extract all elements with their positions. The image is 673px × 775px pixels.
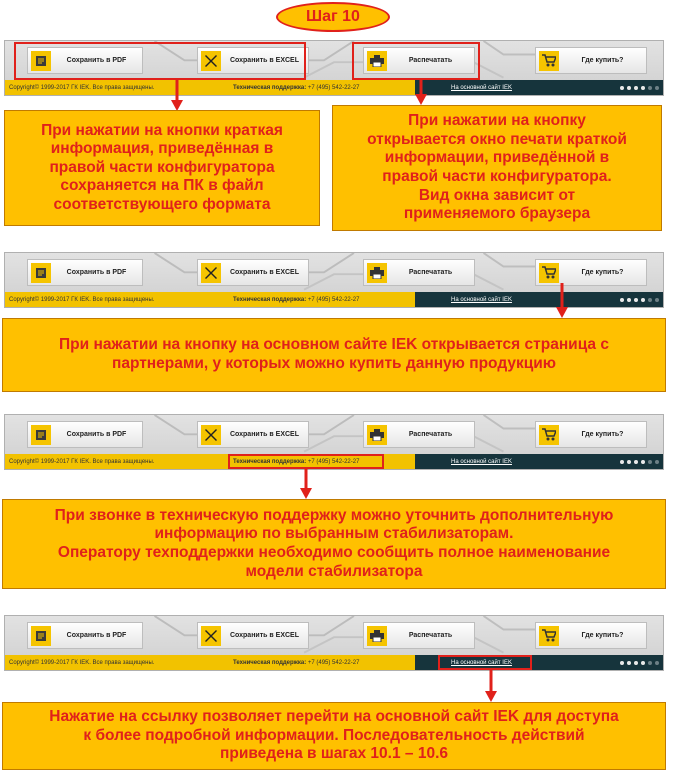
document-icon <box>31 263 51 283</box>
where-to-buy-label: Где купить? <box>581 431 624 438</box>
where-to-buy-label: Где купить? <box>581 57 624 64</box>
arrow-down-icon <box>414 78 428 106</box>
support-label: Техническая поддержка: <box>233 660 307 666</box>
pager-dot[interactable] <box>620 460 624 464</box>
note-where-to-buy: При нажатии на кнопку на основном сайте IEK открывается страница с партнерами, у которых можно купить данную продукцию <box>2 318 666 392</box>
footer-copyright-bar <box>5 80 415 96</box>
pager-dot[interactable] <box>641 661 645 665</box>
support-phone: +7 (495) 542-22-27 <box>307 85 360 91</box>
support-info[interactable] <box>233 85 359 91</box>
pager-dot[interactable] <box>648 460 652 464</box>
note-save-files: При нажатии на кнопки краткая информация, приведённая в правой части конфигуратора сохраняется на ПК в файл соответствующего формата <box>4 110 320 226</box>
save-pdf-button[interactable] <box>27 622 143 649</box>
document-icon <box>31 425 51 445</box>
cart-icon <box>539 425 559 445</box>
save-excel-label: Сохранить в EXCEL <box>229 431 299 438</box>
pager-dot[interactable] <box>655 86 659 90</box>
pager-dot[interactable] <box>634 661 638 665</box>
pager-dot[interactable] <box>627 460 631 464</box>
pager-dots <box>620 298 659 302</box>
save-excel-label: Сохранить в EXCEL <box>229 57 299 64</box>
pager-dot[interactable] <box>634 460 638 464</box>
pager-dot[interactable] <box>627 86 631 90</box>
pager-dot[interactable] <box>620 86 624 90</box>
support-label: Техническая поддержка: <box>233 459 307 465</box>
pager-dot[interactable] <box>627 298 631 302</box>
pager-dot[interactable] <box>641 86 645 90</box>
save-excel-button[interactable] <box>197 622 309 649</box>
note-print: При нажатии на кнопку открывается окно печати краткой информации, приведённой в правой части конфигуратора. Вид окна зависит от применяемого браузера <box>332 105 662 231</box>
footer-dark-bar <box>415 292 664 308</box>
support-phone: +7 (495) 542-22-27 <box>307 459 360 465</box>
footer-copyright-bar <box>5 292 415 308</box>
note-main-site: Нажатие на ссылку позволяет перейти на основной сайт IEK для доступа к более подробной информации. Последовательность действий приведена в шагах 10.1 – 10.6 <box>2 702 666 770</box>
save-pdf-button[interactable] <box>27 421 143 448</box>
save-pdf-label: Сохранить в PDF <box>66 57 127 64</box>
where-to-buy-button[interactable] <box>535 622 647 649</box>
copyright-text: Copyright© 1999-2017 ГК IEK. Все права защищены. <box>9 660 155 666</box>
configurator-toolbar <box>4 615 664 671</box>
save-excel-button[interactable] <box>197 259 309 286</box>
where-to-buy-label: Где купить? <box>581 269 624 276</box>
document-icon <box>31 626 51 646</box>
support-phone: +7 (495) 542-22-27 <box>307 660 360 666</box>
print-button[interactable] <box>363 622 475 649</box>
footer-copyright-bar <box>5 655 415 671</box>
main-site-link[interactable]: На основной сайт IEK <box>451 85 512 91</box>
print-label: Распечатать <box>408 57 453 64</box>
copyright-text: Copyright© 1999-2017 ГК IEK. Все права защищены. <box>9 297 155 303</box>
highlight-save-buttons <box>14 42 306 80</box>
where-to-buy-button[interactable] <box>535 47 647 74</box>
pager-dots <box>620 460 659 464</box>
pager-dot[interactable] <box>620 661 624 665</box>
support-label: Техническая поддержка: <box>233 85 307 91</box>
save-excel-label: Сохранить в EXCEL <box>229 632 299 639</box>
step-title: Шаг 10 <box>276 2 390 32</box>
printer-icon <box>367 425 387 445</box>
save-pdf-button[interactable] <box>27 259 143 286</box>
where-to-buy-label: Где купить? <box>581 632 624 639</box>
footer-dark-bar <box>415 80 664 96</box>
support-phone: +7 (495) 542-22-27 <box>307 297 360 303</box>
excel-x-icon <box>201 425 221 445</box>
pager-dot[interactable] <box>648 86 652 90</box>
print-label: Распечатать <box>408 632 453 639</box>
where-to-buy-button[interactable] <box>535 421 647 448</box>
save-excel-label: Сохранить в EXCEL <box>229 269 299 276</box>
highlight-main-site-link <box>438 655 532 670</box>
pager-dot[interactable] <box>648 298 652 302</box>
print-button[interactable] <box>363 421 475 448</box>
save-pdf-label: Сохранить в PDF <box>66 431 127 438</box>
pager-dot[interactable] <box>655 661 659 665</box>
support-info[interactable] <box>233 660 359 666</box>
arrow-down-icon <box>170 78 184 112</box>
pager-dots <box>620 86 659 90</box>
save-excel-button[interactable] <box>197 421 309 448</box>
pager-dot[interactable] <box>648 661 652 665</box>
support-label: Техническая поддержка: <box>233 297 307 303</box>
print-label: Распечатать <box>408 431 453 438</box>
printer-icon <box>367 263 387 283</box>
copyright-text: Copyright© 1999-2017 ГК IEK. Все права защищены. <box>9 459 155 465</box>
cart-icon <box>539 263 559 283</box>
note-tech-support: При звонке в техническую поддержку можно уточнить дополнительную информацию по выбранным стабилизаторам. Оператору техподдержки необходимо сообщить полное наименование модели стабилизатора <box>2 499 666 589</box>
pager-dot[interactable] <box>620 298 624 302</box>
save-pdf-label: Сохранить в PDF <box>66 269 127 276</box>
cart-icon <box>539 51 559 71</box>
arrow-down-icon <box>555 283 569 319</box>
highlight-support <box>228 454 384 469</box>
where-to-buy-button[interactable] <box>535 259 647 286</box>
pager-dot[interactable] <box>634 298 638 302</box>
pager-dot[interactable] <box>655 460 659 464</box>
pager-dot[interactable] <box>641 298 645 302</box>
main-site-link[interactable]: На основной сайт IEK <box>451 459 512 465</box>
arrow-down-icon <box>299 468 313 500</box>
copyright-text: Copyright© 1999-2017 ГК IEK. Все права защищены. <box>9 85 155 91</box>
support-info[interactable] <box>233 297 359 303</box>
printer-icon <box>367 626 387 646</box>
highlight-print-button <box>352 42 480 80</box>
main-site-link[interactable]: На основной сайт IEK <box>451 297 512 303</box>
cart-icon <box>539 626 559 646</box>
pager-dot[interactable] <box>627 661 631 665</box>
footer-dark-bar <box>415 454 664 470</box>
print-label: Распечатать <box>408 269 453 276</box>
excel-x-icon <box>201 626 221 646</box>
save-pdf-label: Сохранить в PDF <box>66 632 127 639</box>
pager-dot[interactable] <box>655 298 659 302</box>
pager-dot[interactable] <box>634 86 638 90</box>
arrow-down-icon <box>484 669 498 703</box>
print-button[interactable] <box>363 259 475 286</box>
pager-dot[interactable] <box>641 460 645 464</box>
main-site-link[interactable]: На основной сайт IEK <box>451 660 512 666</box>
excel-x-icon <box>201 263 221 283</box>
pager-dots <box>620 661 659 665</box>
